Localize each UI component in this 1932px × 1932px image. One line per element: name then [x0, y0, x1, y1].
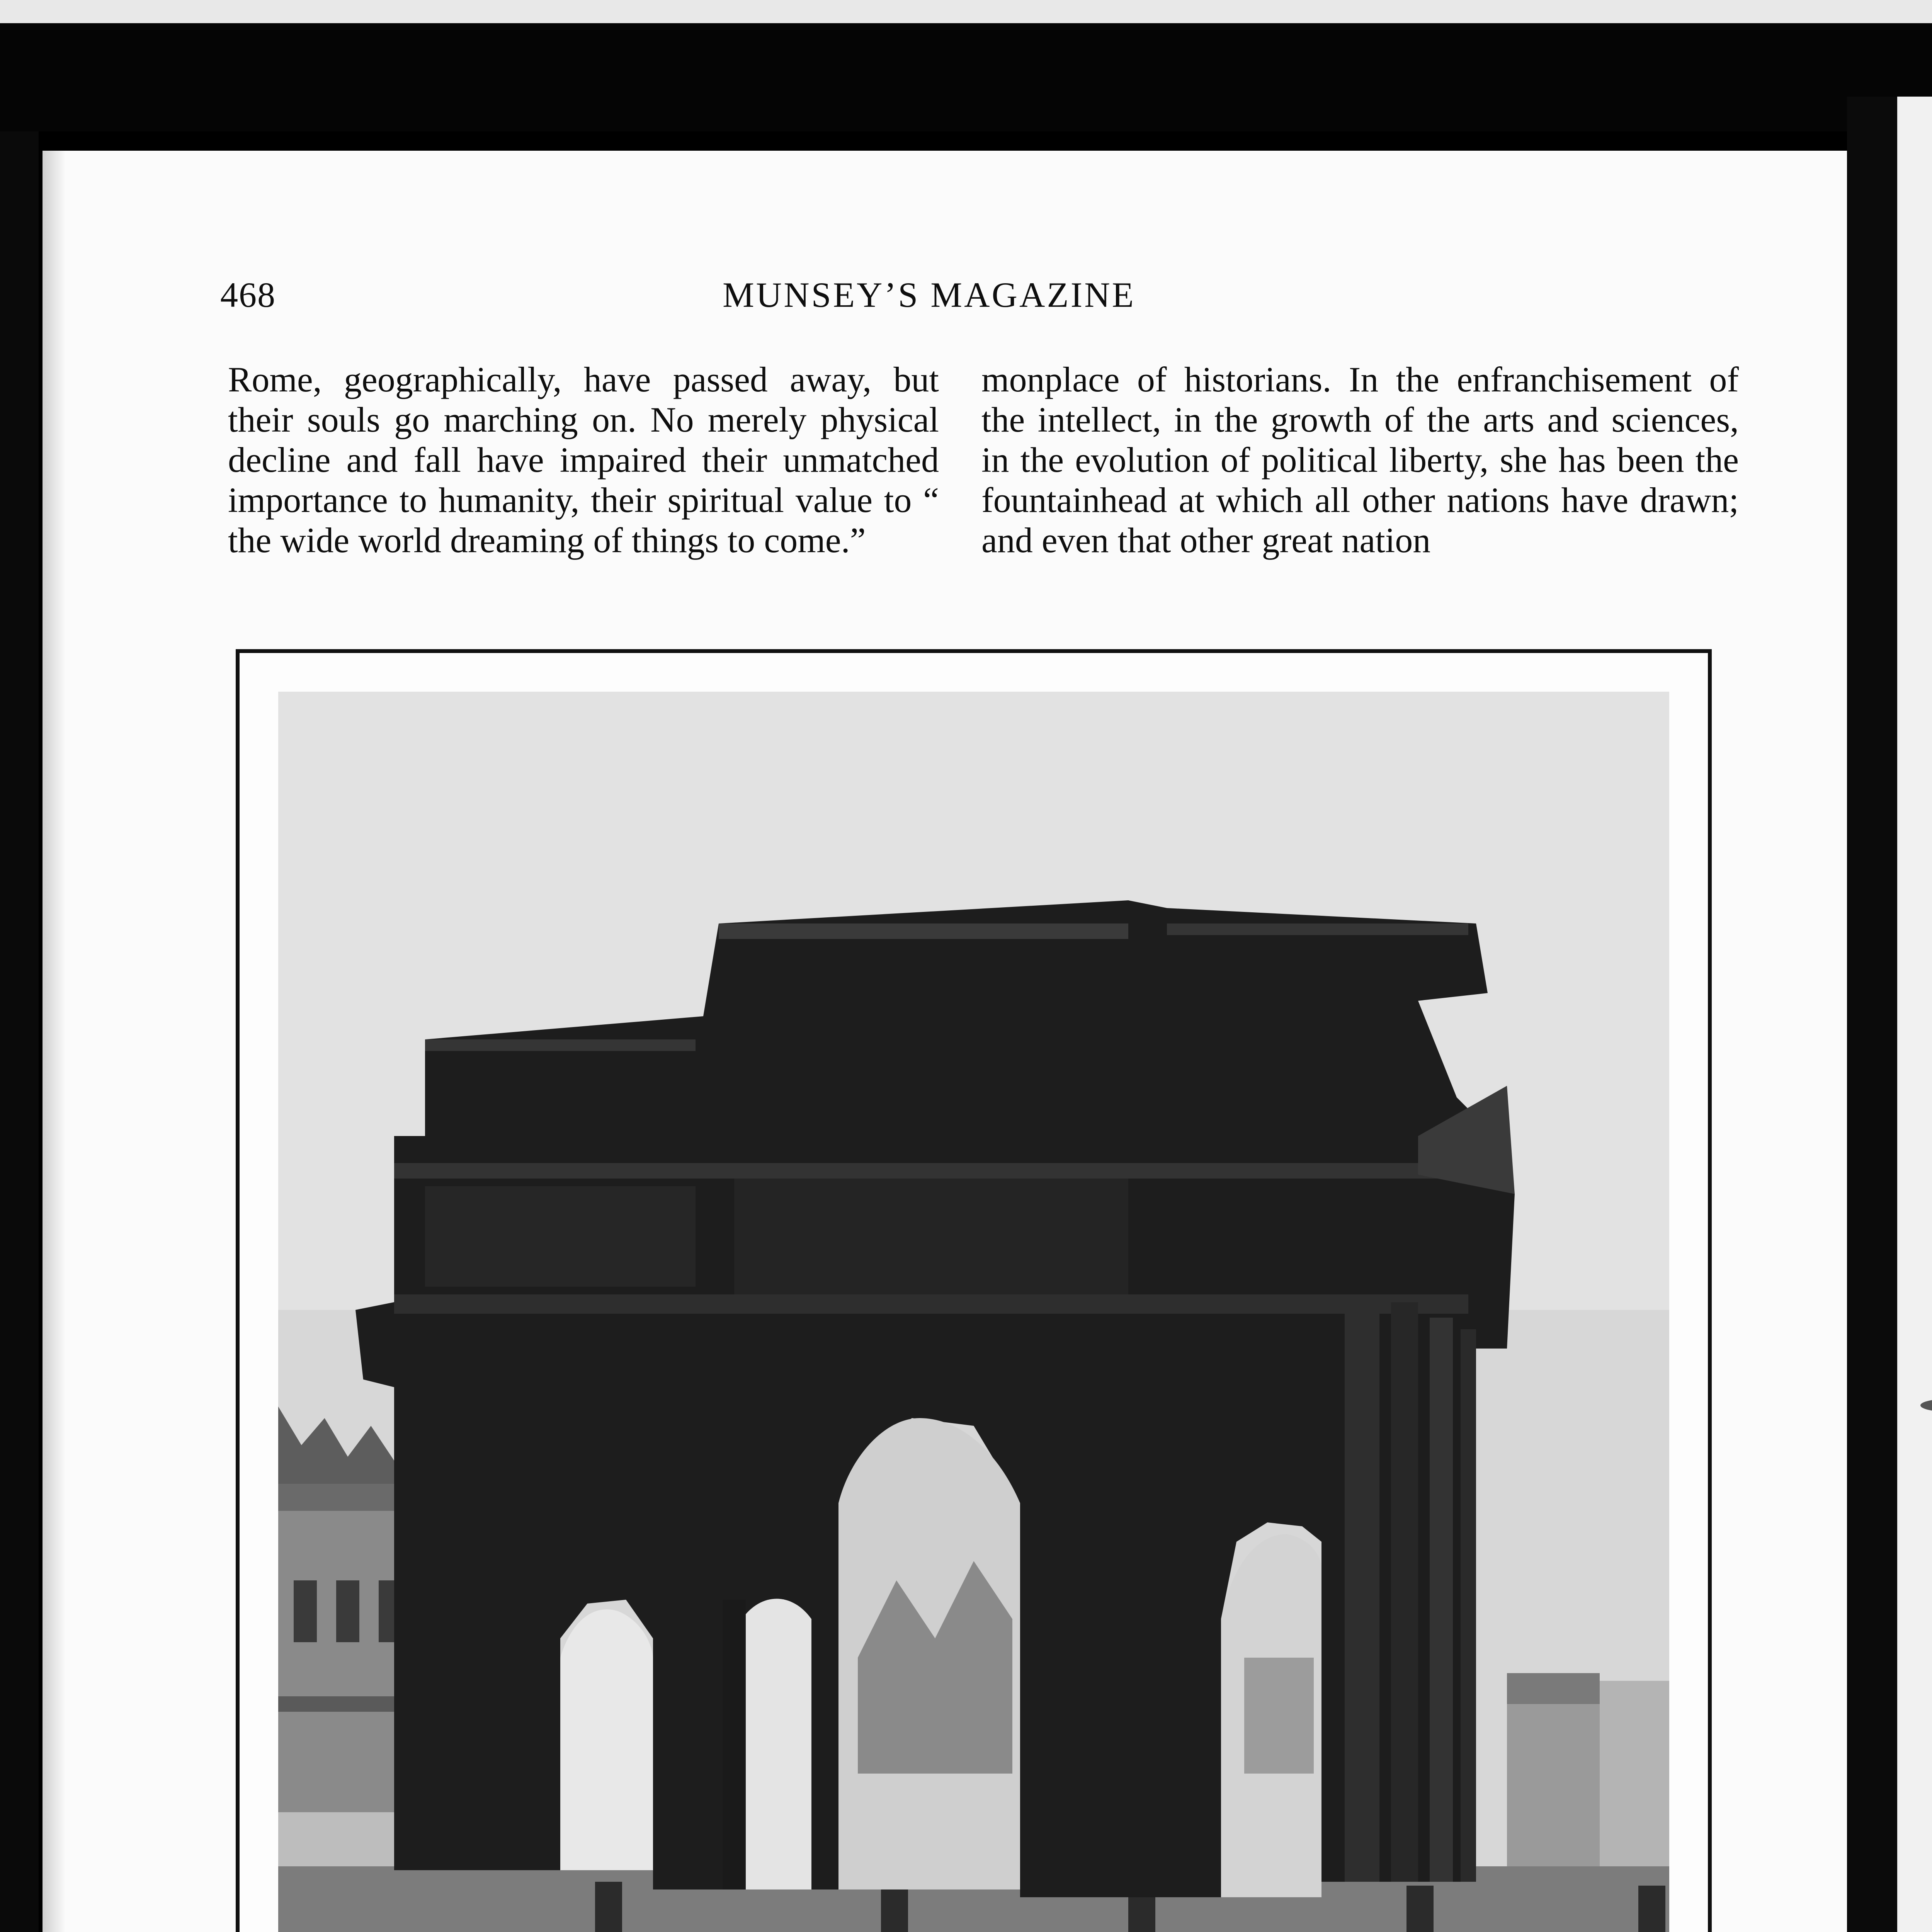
paragraph: monplace of historians. In the enfranchisement of the intellect, in the growth of the arts and sciences, in the evolution of political liberty, she has been the fountainhead at which all other nations have drawn; and even that other great nation [981, 360, 1739, 560]
page-gutter-shadow [43, 151, 66, 1932]
photograph-frame [236, 649, 1712, 1932]
arch-illustration [278, 692, 1669, 1932]
magazine-page [43, 151, 1847, 1932]
paragraph: Rome, geographically, have passed away, but their souls go marching on. No merely physical decline and fall have impaired their unmatched importance to humanity, their spiritual value to “ the wide world dreaming of things to come.” [228, 360, 939, 560]
scan-top-strip [0, 0, 1932, 23]
scan-left-border [0, 131, 39, 1932]
page-number: 468 [220, 275, 276, 315]
book-spine-gutter [1847, 97, 1897, 1932]
facing-page-edge [1897, 97, 1932, 1932]
text-column-top-left [228, 359, 939, 560]
running-head: MUNSEY’S MAGAZINE [723, 275, 1136, 315]
text-column-top-right [981, 359, 1739, 560]
triumphal-arch-photo [278, 692, 1669, 1932]
